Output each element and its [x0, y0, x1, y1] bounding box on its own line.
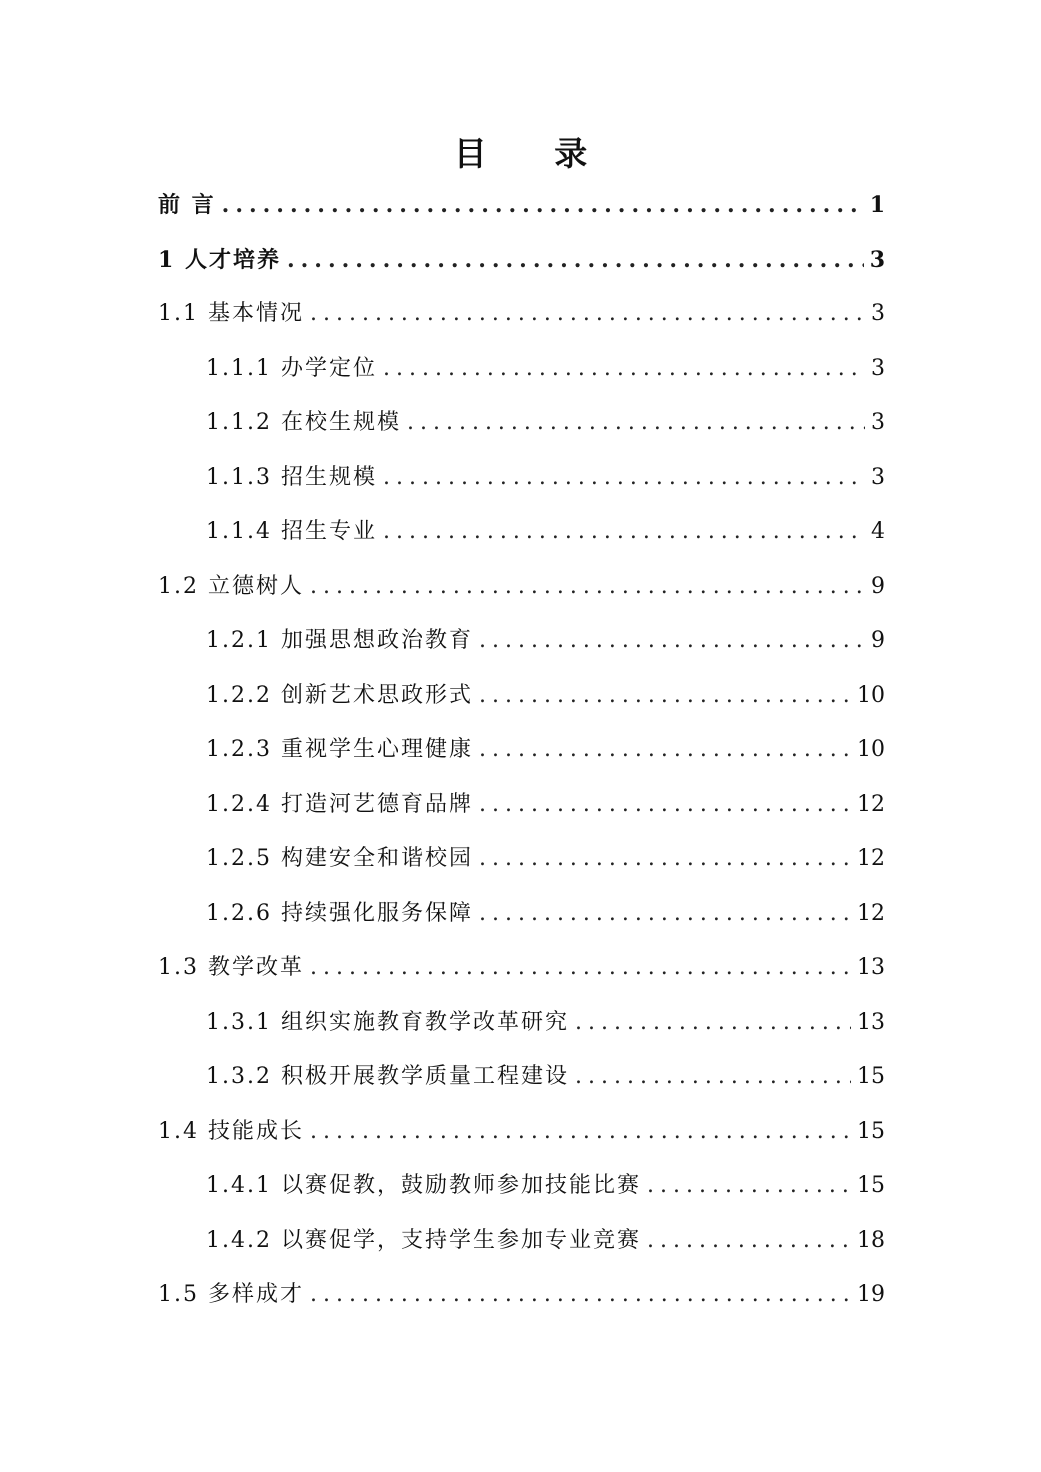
toc-dot-leader — [479, 723, 851, 778]
toc-entry-page: 3 — [871, 355, 885, 381]
toc-dot-leader — [287, 233, 864, 288]
toc-entry[interactable] — [158, 342, 885, 397]
toc-entry[interactable] — [158, 287, 885, 342]
toc-entry-page: 3 — [871, 464, 885, 490]
toc-entry-page: 12 — [857, 846, 885, 871]
toc-entry-page: 1 — [869, 192, 885, 218]
toc-entry-page: 3 — [871, 410, 885, 435]
toc-entry-label: 1.3 教学改革 — [158, 955, 304, 980]
toc-entry-page: 15 — [857, 1173, 885, 1198]
toc-entry[interactable] — [158, 233, 885, 288]
toc-dot-leader — [383, 505, 865, 560]
toc-entry-page: 12 — [857, 900, 885, 926]
toc-dot-leader — [575, 996, 851, 1051]
toc-entry-page: 15 — [857, 1118, 885, 1144]
toc-entry-label: 1.1.2 在校生规模 — [206, 410, 401, 435]
toc-entry[interactable] — [158, 1159, 885, 1214]
toc-entry[interactable] — [158, 996, 885, 1051]
toc-entry-page: 19 — [857, 1282, 885, 1307]
toc-entry[interactable] — [158, 669, 885, 724]
toc-entry-page: 9 — [871, 628, 885, 653]
toc-entry-label: 1.2.2 创新艺术思政形式 — [206, 682, 473, 708]
toc-entry[interactable] — [158, 941, 885, 996]
toc-entry-label: 1.3.2 积极开展教学质量工程建设 — [206, 1064, 569, 1089]
toc-entry[interactable] — [158, 778, 885, 833]
toc-dot-leader — [647, 1159, 851, 1214]
toc-dot-leader — [310, 287, 865, 342]
toc-entry-page: 13 — [857, 1009, 885, 1035]
toc-entry-page: 9 — [871, 573, 885, 599]
toc-entry-label: 1 人才培养 — [158, 246, 281, 273]
toc-entry[interactable] — [158, 614, 885, 669]
toc-dot-leader — [479, 614, 865, 669]
toc-dot-leader — [310, 560, 865, 615]
toc-entry-label: 1.4 技能成长 — [158, 1118, 304, 1144]
toc-dot-leader — [310, 1268, 851, 1323]
toc-entry-page: 15 — [857, 1064, 885, 1089]
toc-entry-label: 1.2.4 打造河艺德育品牌 — [206, 791, 473, 817]
toc-entry-label: 1.2 立德树人 — [158, 573, 304, 599]
toc-entry-page: 10 — [857, 682, 885, 708]
toc-entry-page: 3 — [869, 246, 885, 273]
toc-dot-leader — [479, 887, 851, 942]
toc-entry-label: 前 言 — [158, 192, 216, 218]
toc-entry-page: 12 — [857, 791, 885, 817]
toc-entry-label: 1.2.6 持续强化服务保障 — [206, 900, 473, 926]
toc-dot-leader — [647, 1214, 851, 1269]
toc-entry-page: 13 — [857, 955, 885, 980]
toc-entry[interactable] — [158, 1268, 885, 1323]
toc-entry-page: 3 — [871, 301, 885, 326]
toc-entry-label: 1.1.3 招生规模 — [206, 464, 377, 490]
toc-entry-label: 1.2.5 构建安全和谐校园 — [206, 846, 473, 871]
toc-dot-leader — [407, 396, 865, 451]
toc-entry-label: 1.4.2 以赛促学，支持学生参加专业竞赛 — [206, 1227, 641, 1253]
toc-entry-page: 18 — [857, 1227, 885, 1253]
toc-entry[interactable] — [158, 887, 885, 942]
toc-entry[interactable] — [158, 451, 885, 506]
toc-dot-leader — [479, 778, 851, 833]
toc-dot-leader — [383, 451, 865, 506]
toc-entry[interactable] — [158, 396, 885, 451]
toc-dot-leader — [310, 941, 851, 996]
toc-entry[interactable] — [158, 1105, 885, 1160]
toc-dot-leader — [383, 342, 865, 397]
toc-entry[interactable] — [158, 1050, 885, 1105]
toc-dot-leader — [310, 1105, 851, 1160]
toc-entry-label: 1.5 多样成才 — [158, 1282, 304, 1307]
toc-entry-page: 10 — [857, 737, 885, 762]
toc-entry-label: 1.1.4 招生专业 — [206, 519, 377, 544]
toc-entry[interactable] — [158, 1214, 885, 1269]
toc-list — [158, 178, 885, 1323]
toc-entry[interactable] — [158, 832, 885, 887]
toc-dot-leader — [575, 1050, 851, 1105]
toc-entry-label: 1.2.3 重视学生心理健康 — [206, 737, 473, 762]
toc-dot-leader — [222, 178, 864, 233]
toc-entry-label: 1.2.1 加强思想政治教育 — [206, 628, 473, 653]
toc-title: 目 录 — [453, 134, 616, 173]
toc-entry-page: 4 — [871, 519, 885, 544]
toc-entry-label: 1.1 基本情况 — [158, 301, 304, 326]
toc-dot-leader — [479, 832, 851, 887]
toc-entry-label: 1.4.1 以赛促教，鼓励教师参加技能比赛 — [206, 1173, 641, 1198]
toc-entry[interactable] — [158, 723, 885, 778]
toc-dot-leader — [479, 669, 851, 724]
toc-entry-label: 1.1.1 办学定位 — [206, 355, 377, 381]
toc-entry[interactable] — [158, 178, 885, 233]
toc-entry[interactable] — [158, 560, 885, 615]
toc-entry-label: 1.3.1 组织实施教育教学改革研究 — [206, 1009, 569, 1035]
toc-entry[interactable] — [158, 505, 885, 560]
